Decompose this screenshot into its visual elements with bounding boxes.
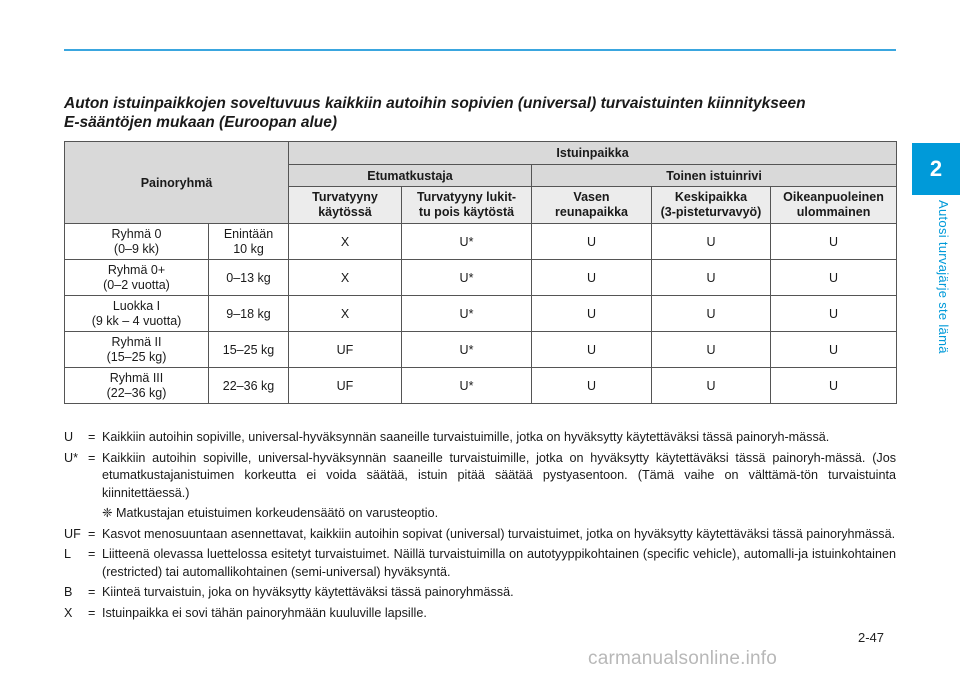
note-text: Liitteenä olevassa luettelossa esitetyt turvaistuimet. Näillä turvaistuimilla on autotyyppikohtainen (specific vehicle), automalli-ja istuinkohtainen (restricted) tai automallikohtainen (semi-universal) hyväksyntä. <box>102 547 896 579</box>
value-cell: UF <box>289 368 402 404</box>
value-cell: U* <box>402 260 532 296</box>
table-row <box>65 224 897 260</box>
note-text: Kaikkiin autoihin sopiville, universal-hyväksynnän saaneille turvaistuimille, jotka on hyväksytty käytettäväksi tässä painoryh-mässä. <box>102 430 830 444</box>
value-cell: U* <box>402 224 532 260</box>
note-text: Kaikkiin autoihin sopiville, universal-hyväksynnän saaneille turvaistuimille, jotka on hyväksytty käytettäväksi tässä painoryh-mässä. (Jos etumatkustajanistuimen korkeutta ei voida säätää, istuin pitää säätää pystyasentoon. (Tämä vaihe on välttämä-tön turvaistuinta kiinnitettäessä.) <box>102 450 896 500</box>
note-text: Kiinteä turvaistuin, joka on hyväksytty käytettäväksi tässä painoryhmässä. <box>102 585 514 599</box>
note-b <box>64 584 896 602</box>
airbag-on-header: Turvatyyny käytössä <box>289 187 402 224</box>
seat-position-header: Istuinpaikka <box>289 142 897 165</box>
note-key: B <box>64 585 73 599</box>
top-rule <box>64 49 896 51</box>
group-cell: Luokka I (9 kk – 4 vuotta) <box>65 296 209 332</box>
heading-line-2: E-sääntöjen mukaan (Euroopan alue) <box>64 114 338 131</box>
left-seat-header: Vasen reunapaikka <box>532 187 652 224</box>
note-equals: = <box>88 605 96 620</box>
value-cell: U <box>532 332 652 368</box>
note-text: ❈ Matkustajan etuistuimen korkeudensäätö on varusteoptio. <box>102 506 439 520</box>
section-title: Autosi turvajärje ste lämä <box>936 200 951 354</box>
right-seat-header: Oikeanpuoleinen ulommainen <box>771 187 897 224</box>
airbag-off-header: Turvatyyny lukit- tu pois käytöstä <box>402 187 532 224</box>
page-heading <box>64 94 904 132</box>
note-u <box>64 429 896 447</box>
note-text: Kasvot menosuuntaan asennettavat, kaikkiin autoihin sopivat (universal) turvaistuimet, jotka on hyväksytty käytettäväksi tässä painoryhmässä. <box>102 526 896 541</box>
value-cell: U <box>652 224 771 260</box>
value-cell: U <box>771 260 897 296</box>
watermark: carmanualsonline.info <box>588 648 778 669</box>
note-key: U* <box>64 450 78 465</box>
table-row <box>65 368 897 404</box>
note-equals: = <box>88 450 96 465</box>
note-key: U <box>64 430 74 444</box>
weight-cell: 15–25 kg <box>209 332 289 368</box>
note-key: L <box>64 547 72 561</box>
group-cell: Ryhmä III (22–36 kg) <box>65 368 209 404</box>
value-cell: U <box>652 296 771 332</box>
section-number-tab: 2 <box>912 143 960 195</box>
value-cell: U <box>532 260 652 296</box>
seat-suitability-table <box>64 141 897 404</box>
value-cell: U <box>532 296 652 332</box>
value-cell: U* <box>402 332 532 368</box>
value-cell: U <box>771 224 897 260</box>
table-row <box>65 296 897 332</box>
center-seat-header: Keskipaikka (3-pisteturvavyö) <box>652 187 771 224</box>
value-cell: U* <box>402 296 532 332</box>
value-cell: U <box>652 368 771 404</box>
group-cell: Ryhmä II (15–25 kg) <box>65 332 209 368</box>
value-cell: X <box>289 224 402 260</box>
legend-notes <box>64 429 896 625</box>
value-cell: U <box>652 332 771 368</box>
group-cell: Ryhmä 0 (0–9 kk) <box>65 224 209 260</box>
value-cell: U <box>771 296 897 332</box>
value-cell: U <box>532 368 652 404</box>
note-uf <box>64 526 896 544</box>
note-key: X <box>64 605 73 620</box>
value-cell: U <box>652 260 771 296</box>
note-equals: = <box>88 585 96 599</box>
value-cell: X <box>289 260 402 296</box>
value-cell: U* <box>402 368 532 404</box>
page-number: 2-47 <box>858 630 885 645</box>
note-key: UF <box>64 526 81 541</box>
note-l <box>64 546 896 581</box>
value-cell: U <box>771 332 897 368</box>
note-u-star <box>64 450 896 503</box>
value-cell: U <box>771 368 897 404</box>
value-cell: X <box>289 296 402 332</box>
weight-cell: Enintään 10 kg <box>209 224 289 260</box>
front-passenger-header: Etumatkustaja <box>289 165 532 187</box>
weight-cell: 22–36 kg <box>209 368 289 404</box>
weight-group-header: Painoryhmä <box>65 142 289 224</box>
note-equals: = <box>88 547 96 561</box>
note-x <box>64 605 896 623</box>
heading-line-1: Auton istuinpaikkojen soveltuvuus kaikkiin autoihin sopivien (universal) turvaistuinten kiinnitykseen <box>64 95 806 112</box>
weight-cell: 9–18 kg <box>209 296 289 332</box>
note-option <box>64 505 896 523</box>
note-text: Istuinpaikka ei sovi tähän painoryhmään kuuluville lapsille. <box>102 605 427 620</box>
table-row <box>65 260 897 296</box>
second-row-header: Toinen istuinrivi <box>532 165 897 187</box>
note-equals: = <box>88 430 96 444</box>
note-equals: = <box>88 526 96 541</box>
value-cell: UF <box>289 332 402 368</box>
weight-cell: 0–13 kg <box>209 260 289 296</box>
table-row <box>65 332 897 368</box>
group-cell: Ryhmä 0+ (0–2 vuotta) <box>65 260 209 296</box>
value-cell: U <box>532 224 652 260</box>
